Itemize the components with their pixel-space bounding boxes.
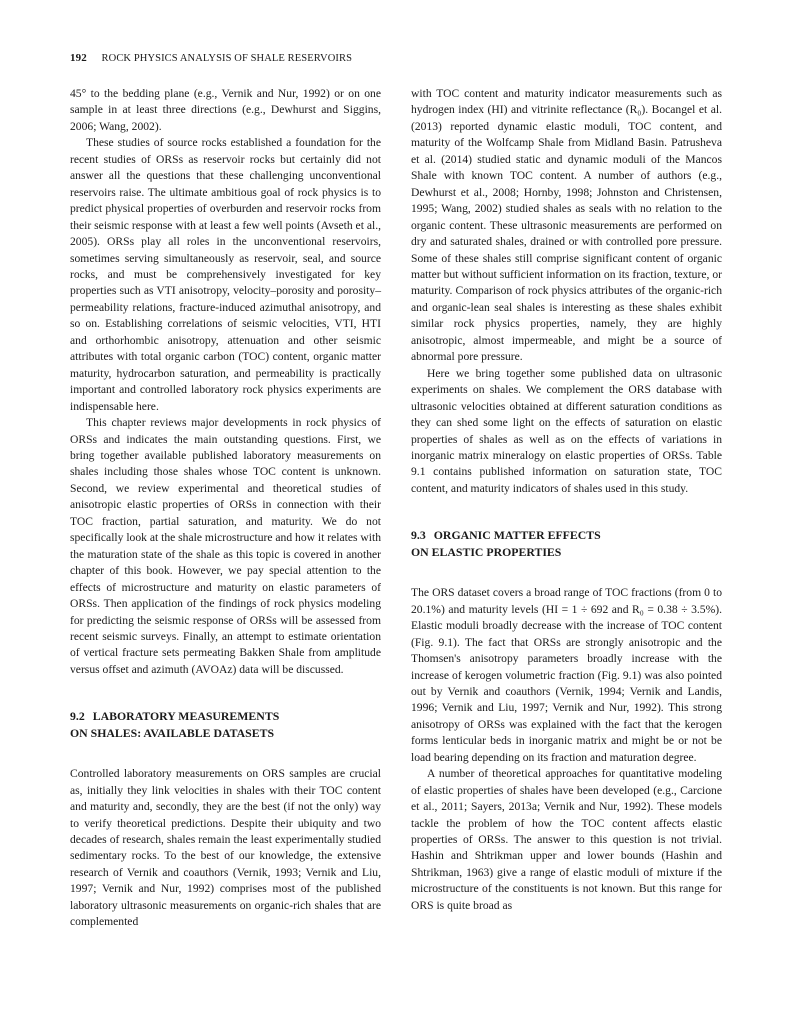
left-column xyxy=(70,86,381,931)
paragraph: 45° to the bedding plane (e.g., Vernik and Nur, 1992) or on one sample in at least three directions (e.g., Dewhurst and Siggins, 2006; Wang, 2002). xyxy=(70,87,381,133)
running-header xyxy=(70,52,722,64)
paragraph: The ORS dataset covers a broad range of TOC fractions (from 0 to 20.1%) and maturity levels (HI = 1 ÷ 692 and R₀ = 0.38 ÷ 3.5%). Elastic moduli broadly decrease with the increase of TOC content (Fig. 9.1). The fact that ORSs are strongly anisotropic and the Thomsen's anisotropy parameters broadly increase with the increase of kerogen volumetric fraction (Fig. 9.1) was also pointed out by Vernik and coauthors (Vernik, 1994; Vernik and Landis, 1996; Vernik and Liu, 1997; Vernik and Nur, 1992). This strong anisotropy of ORSs was explained with the fact that the kerogen forms lenticular beds in inorganic matrix and might be or not be load bearing depending on its fraction and maturation degree. xyxy=(411,586,722,764)
section-title-line: LABORATORY MEASUREMENTS xyxy=(92,709,280,724)
paragraph: A number of theoretical approaches for quantitative modeling of elastic properties of shales have been developed (e.g., Carcione et al., 2011; Sayers, 2013a; Vernik and Nur, 1992). These models tackle the problem of how the TOC content affects elastic properties of ORSs. The answer to this question is not trivial. Hashin and Shtrikman upper and lower bounds (Hashin and Shtrikman, 1963) give a range of elastic moduli of mixture if the microstructure of the constituents is not known. But this range for ORS is quite broad as xyxy=(411,767,722,912)
section-heading-9-2 xyxy=(70,708,381,741)
section-title-line: ON SHALES: AVAILABLE DATASETS xyxy=(70,725,275,740)
paragraph: These studies of source rocks established a foundation for the recent studies of ORSs as reservoir rocks but certainly did not answer all the questions that these challenging unconventional reservoirs raise. The ultimate ambitious goal of rock physics is to predict physical properties of overburden and reservoir rocks from their seismic response with at least a few well points (Avseth et al., 2005). ORSs play all roles in the unconventional reservoirs, sometimes serving simultaneously as reservoir, seal, and source rocks, and must be comprehensively investigated for key properties such as VTI anisotropy, velocity–porosity and porosity–permeability relations, fracture-induced azimuthal anisotropy, and so on. Establishing correlations of seismic velocities, VTI, HTI and orthorhombic anisotropy, attenuation and other seismic attributes with total organic carbon (TOC) content, organic matter maturity, hydrocarbon saturation, and permeability is practically important and controlled laboratory rock physics experiments are indispensable here. xyxy=(70,136,381,413)
page-number: 192 xyxy=(70,52,87,64)
running-title: ROCK PHYSICS ANALYSIS OF SHALE RESERVOIRS xyxy=(101,53,353,64)
paragraph: Here we bring together some published data on ultrasonic experiments on shales. We complement the ORS database with ultrasonic velocities obtained at different saturation conditions as they can shed some light on the effects of saturation on elastic properties of shales as well as on the effects of variations in inorganic matrix mineralogy on elastic properties of ORSs. Table 9.1 contains published information on saturation state, TOC content, and maturity indicators of shales used in this study. xyxy=(411,366,722,495)
paragraph: This chapter reviews major developments in rock physics of ORSs and indicates the main outstanding questions. First, we bring together available published laboratory measurements on shales including those shales whose TOC content is unknown. Second, we review experimental and theoretical studies of anisotropic elastic properties of ORSs in connection with their TOC fraction, partial saturation, and maturity. We do not specifically look at the shale microstructure and how it relates with the maturation state of the shale as this topic is covered in another chapter of this book. However, we pay special attention to the effects of microstructure and maturity on elastic parameters of ORSs. Then application of the findings of rock physics modeling for predicting the seismic response of ORSs will be assessed from recent seismic surveys. Finally, an attempt to estimate orientation of vertical fracture sets permeating Bakken Shale from amplitude versus offset and azimuth (AVOAz) data will be discussed. xyxy=(70,416,381,676)
paragraph: with TOC content and maturity indicator measurements such as hydrogen index (HI) and vitrinite reflectance (R₀). Bocangel et al. (2013) reported dynamic elastic moduli, TOC content, and maturity of the Wolfcamp Shale from Midland Basin. Patrusheva et al. (2014) studied static and dynamic moduli of the Mancos Shale with known TOC content. A number of authors (e.g., Dewhurst et al., 2008; Hornby, 1998; Johnston and Christensen, 1995; Wang, 2002) studied shales as seals with no relation to the organic content. These ultrasonic measurements are performed on dry and saturated shales, drained or with controlled pore pressure. Some of these shales still comprise significant content of organic matter but without sufficient information on its fraction, texture, or maturity. Comparison of rock physics attributes of the organic-rich and organic-lean seal shales is interesting as these shales exhibit similar rock physics properties, namely, they are highly anisotropic, almost impermeable, and might be a source of abnormal pore pressure. xyxy=(411,87,722,364)
section-number: 9.3 xyxy=(411,528,426,543)
section-title-line: ON ELASTIC PROPERTIES xyxy=(411,544,562,559)
paragraph: Controlled laboratory measurements on ORS samples are crucial as, initially they link velocities in shales with their TOC content and maturity and, secondly, they are the best (if not the only) way to verify theoretical predictions. Despite their ubiquity and two decades of research, shales remain the least experimentally studied sedimentary rocks. To the best of our knowledge, the extensive research of Vernik and coauthors (Vernik, 1993; Vernik and Liu, 1997; Vernik and Nur, 1992) comprises most of the published laboratory ultrasonic measurements on organic-rich shales that are complemented xyxy=(70,767,381,929)
section-heading-9-3 xyxy=(411,527,722,560)
right-column xyxy=(411,86,722,914)
section-number: 9.2 xyxy=(70,709,85,724)
section-title-line: ORGANIC MATTER EFFECTS xyxy=(433,528,601,543)
